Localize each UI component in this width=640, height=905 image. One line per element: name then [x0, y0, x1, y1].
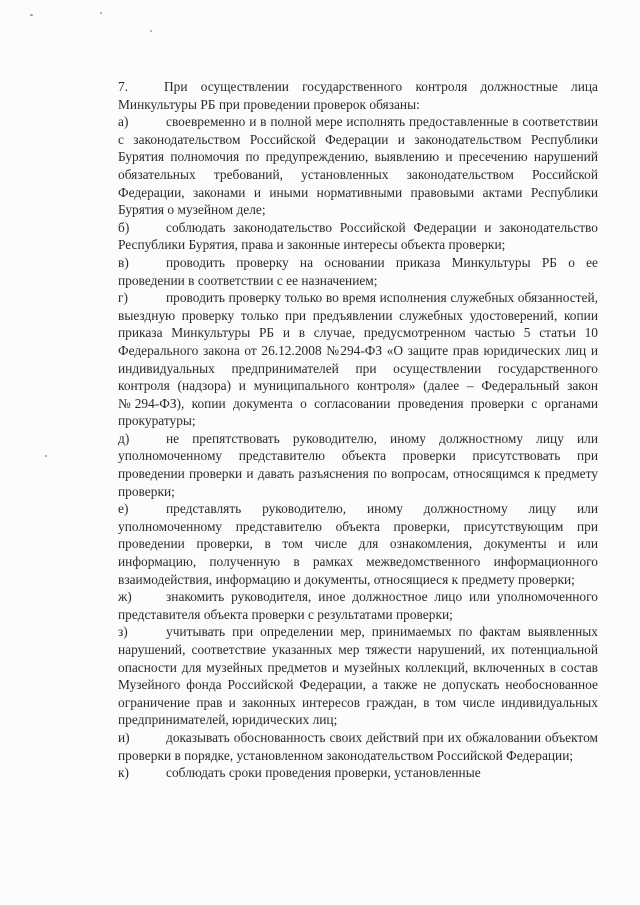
- scan-speck: [100, 12, 102, 14]
- paragraph-marker: е): [118, 501, 129, 517]
- paragraph-marker: и): [118, 729, 130, 745]
- paragraph-text: своевременно и в полной мере исполнять предоставленные в соответствии с законодательством Российской Федерации и законодательством Республики Бурятия полномочия по предупреждению, выявлению и пресечению нарушений обязательных требований, установленных законодательством Российской Федерации, законами и иными нормативными правовыми актами Республики Бурятия о музейном деле;: [118, 114, 598, 218]
- paragraph-text: представлять руководителю, иному должностному лицу или уполномоченному представителю объекта проверки, присутствующим при проведении проверки, в том числе для ознакомления, документы и или информацию, полученную в рамках межведомственного информационного взаимодействия, информацию и документы, относящиеся к предмету проверки;: [118, 501, 598, 587]
- paragraph-text: соблюдать сроки проведения проверки, установленные: [166, 765, 481, 781]
- paragraph-text: При осуществлении государственного контроля должностные лица Минкультуры РБ при проведении проверок обязаны:: [118, 79, 598, 112]
- paragraph-k: [118, 764, 598, 782]
- paragraph-text: знакомить руководителя, иное должностное лицо или уполномоченного представителя объекта проверки с результатами проверки;: [118, 589, 598, 622]
- paragraph-marker: д): [118, 430, 130, 446]
- paragraph-i: [118, 729, 598, 764]
- paragraph-g: [118, 289, 598, 430]
- scan-speck: [45, 455, 47, 457]
- paragraph-e: [118, 500, 598, 588]
- paragraph-marker: б): [118, 219, 130, 235]
- paragraph-b: [118, 219, 598, 254]
- paragraph-text: учитывать при определении мер, принимаемых по фактам выявленных нарушений, соответствие указанных мер тяжести нарушений, их потенциальной опасности для музейных предметов и музейных коллекций, включенных в состав Музейного фонда Российской Федерации, а также не допускать необоснованное ограничение прав и законных интересов граждан, в том числе индивидуальных предпринимателей, юридических лиц;: [118, 624, 598, 728]
- paragraph-marker: з): [118, 624, 128, 640]
- paragraph-v: [118, 254, 598, 289]
- document-body: [118, 78, 598, 782]
- paragraph-marker: ж): [118, 589, 132, 605]
- scan-speck: [150, 30, 152, 32]
- paragraph-marker: к): [118, 765, 129, 781]
- paragraph-marker: а): [118, 114, 129, 130]
- paragraph-a: [118, 113, 598, 219]
- scan-speck: [30, 14, 33, 16]
- paragraph-7: [118, 78, 598, 113]
- paragraph-marker: г): [118, 290, 128, 306]
- paragraph-marker: 7.: [118, 79, 129, 94]
- paragraph-text: соблюдать законодательство Российской Федерации и законодательство Республики Бурятия, права и законные интересы объекта проверки;: [118, 219, 598, 253]
- paragraph-text: не препятствовать руководителю, иному должностному лицу или уполномоченному представителю объекта проверки присутствовать при проведении проверки и давать разъяснения по вопросам, относящимся к предмету проверки;: [118, 430, 598, 499]
- paragraph-text: проводить проверку только во время исполнения служебных обязанностей, выездную проверку только при предъявлении служебных удостоверений, копии приказа Минкультуры РБ и в случае, предусмотренном частью 5 статьи 10 Федерального закона от 26.12.2008 №294-ФЗ «О защите прав юридических лиц и индивидуальных предпринимателей при осуществлении государственного контроля (надзора) и муниципального контроля» (далее – Федеральный закон №294-ФЗ), копии документа о согласовании проведения проверки с органами прокуратуры;: [118, 290, 598, 429]
- paragraph-d: [118, 430, 598, 500]
- paragraph-text: доказывать обоснованность своих действий при их обжаловании объектом проверки в порядке, установленном законодательством Российской Федерации;: [118, 729, 598, 763]
- paragraph-marker: в): [118, 254, 129, 270]
- paragraph-z: [118, 623, 598, 729]
- paragraph-text: проводить проверку на основании приказа Минкультуры РБ о ее проведении в соответствии с ее назначением;: [118, 254, 598, 288]
- paragraph-zh: [118, 588, 598, 623]
